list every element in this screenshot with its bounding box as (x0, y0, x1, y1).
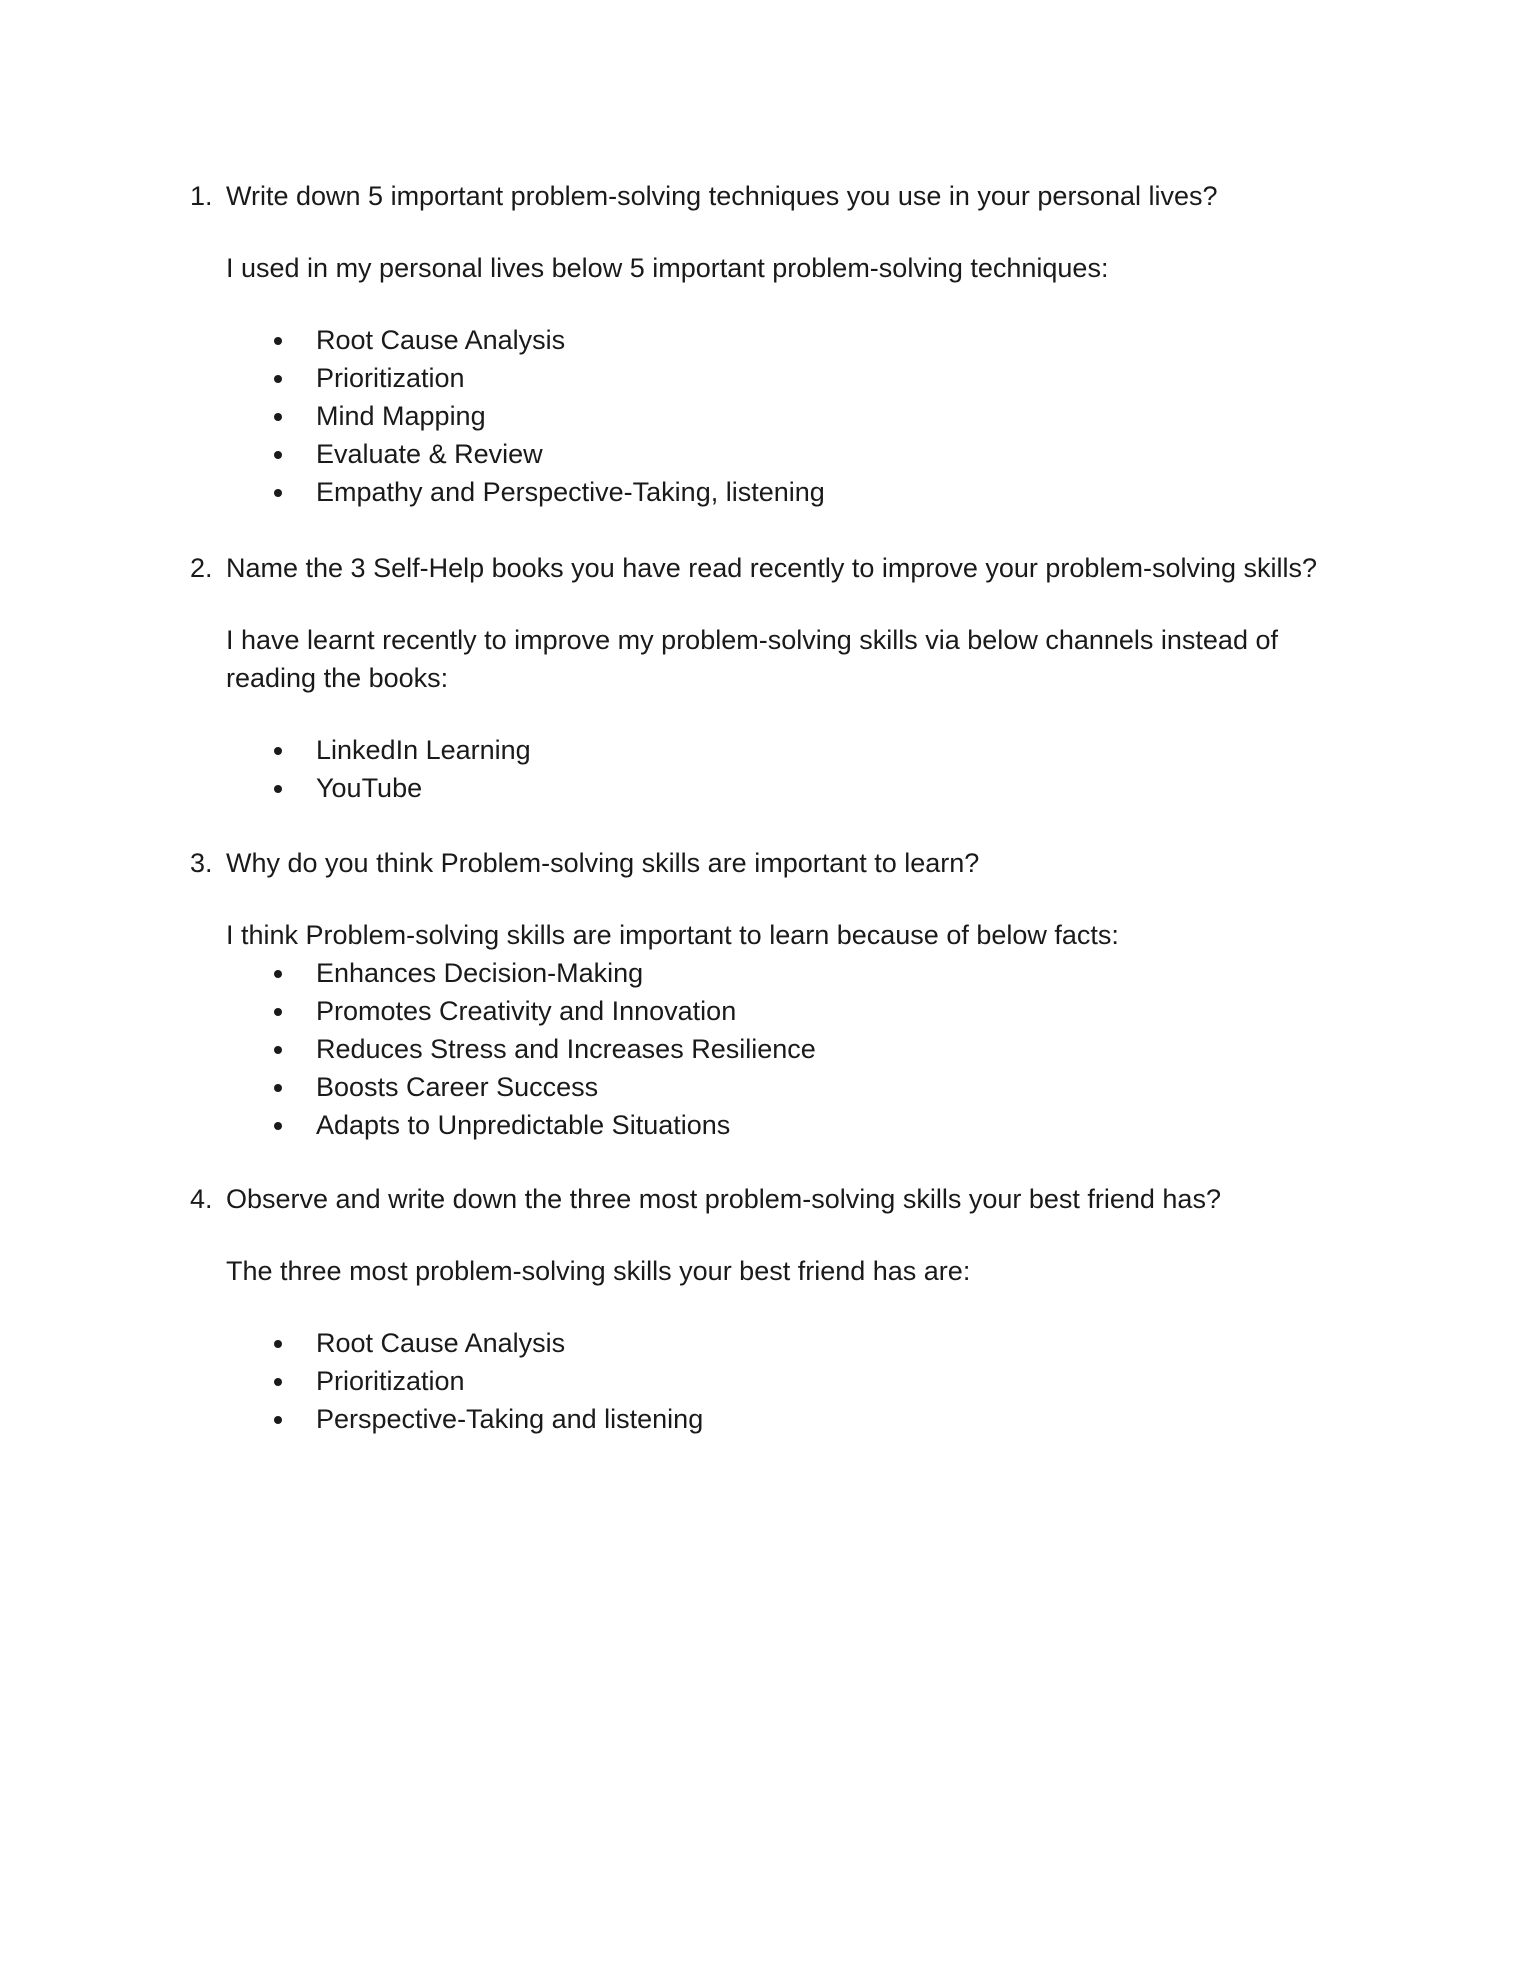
bullet-icon (274, 970, 282, 978)
list-item (190, 321, 1370, 359)
bullet-icon (274, 413, 282, 421)
answer-list (190, 954, 1370, 1144)
bullet-icon (274, 1008, 282, 1016)
list-item-text: Prioritization (316, 363, 465, 393)
answer-list (190, 1324, 1370, 1438)
answer-list (190, 321, 1370, 511)
question-4 (190, 1180, 1370, 1438)
list-item (190, 992, 1370, 1030)
bullet-icon (274, 1046, 282, 1054)
list-item (190, 1324, 1370, 1362)
question-text: Why do you think Problem-solving skills are important to learn? (226, 848, 980, 878)
bullet-icon (274, 1378, 282, 1386)
list-item-text: Reduces Stress and Increases Resilience (316, 1034, 816, 1064)
list-item (190, 1030, 1370, 1068)
list-item (190, 1362, 1370, 1400)
list-item-text: Adapts to Unpredictable Situations (316, 1110, 731, 1140)
question-text: Observe and write down the three most problem-solving skills your best friend has? (226, 1184, 1221, 1214)
question-number: 2. (190, 553, 213, 583)
list-item (190, 359, 1370, 397)
question-number: 4. (190, 1184, 213, 1214)
list-item (190, 473, 1370, 511)
question-3 (190, 844, 1370, 1144)
list-item-text: Empathy and Perspective-Taking, listening (316, 477, 825, 507)
question-heading (190, 549, 1370, 587)
bullet-icon (274, 747, 282, 755)
list-item-text: Root Cause Analysis (316, 325, 566, 355)
bullet-icon (274, 337, 282, 345)
question-heading (190, 844, 1370, 882)
answer-intro: I think Problem-solving skills are important to learn because of below facts: (226, 920, 1119, 950)
question-2 (190, 549, 1370, 807)
list-item-text: Root Cause Analysis (316, 1328, 566, 1358)
bullet-icon (274, 1340, 282, 1348)
list-item-text: YouTube (316, 773, 423, 803)
question-text: Name the 3 Self-Help books you have read recently to improve your problem-solving skills? (226, 553, 1318, 583)
question-number: 1. (190, 181, 213, 211)
bullet-icon (274, 375, 282, 383)
answer-intro: I have learnt recently to improve my problem-solving skills via below channels instead of reading the books: (226, 625, 1278, 693)
list-item (190, 1106, 1370, 1144)
answer-intro: I used in my personal lives below 5 important problem-solving techniques: (226, 253, 1109, 283)
list-item-text: Enhances Decision-Making (316, 958, 644, 988)
question-number: 3. (190, 848, 213, 878)
list-item-text: Evaluate & Review (316, 439, 543, 469)
answer-intro: The three most problem-solving skills your best friend has are: (226, 1256, 971, 1286)
question-heading (190, 177, 1370, 215)
list-item-text: Perspective-Taking and listening (316, 1404, 704, 1434)
question-1 (190, 177, 1370, 511)
bullet-icon (274, 1084, 282, 1092)
bullet-icon (274, 451, 282, 459)
list-item-text: LinkedIn Learning (316, 735, 531, 765)
bullet-icon (274, 785, 282, 793)
list-item (190, 769, 1370, 807)
list-item (190, 954, 1370, 992)
answer-list (190, 731, 1370, 807)
list-item (190, 435, 1370, 473)
list-item (190, 1068, 1370, 1106)
list-item-text: Mind Mapping (316, 401, 486, 431)
list-item (190, 1400, 1370, 1438)
list-item-text: Boosts Career Success (316, 1072, 599, 1102)
bullet-icon (274, 489, 282, 497)
question-heading (190, 1180, 1370, 1218)
question-text: Write down 5 important problem-solving techniques you use in your personal lives? (226, 181, 1218, 211)
bullet-icon (274, 1122, 282, 1130)
list-item-text: Prioritization (316, 1366, 465, 1396)
bullet-icon (274, 1416, 282, 1424)
list-item (190, 731, 1370, 769)
list-item-text: Promotes Creativity and Innovation (316, 996, 737, 1026)
list-item (190, 397, 1370, 435)
